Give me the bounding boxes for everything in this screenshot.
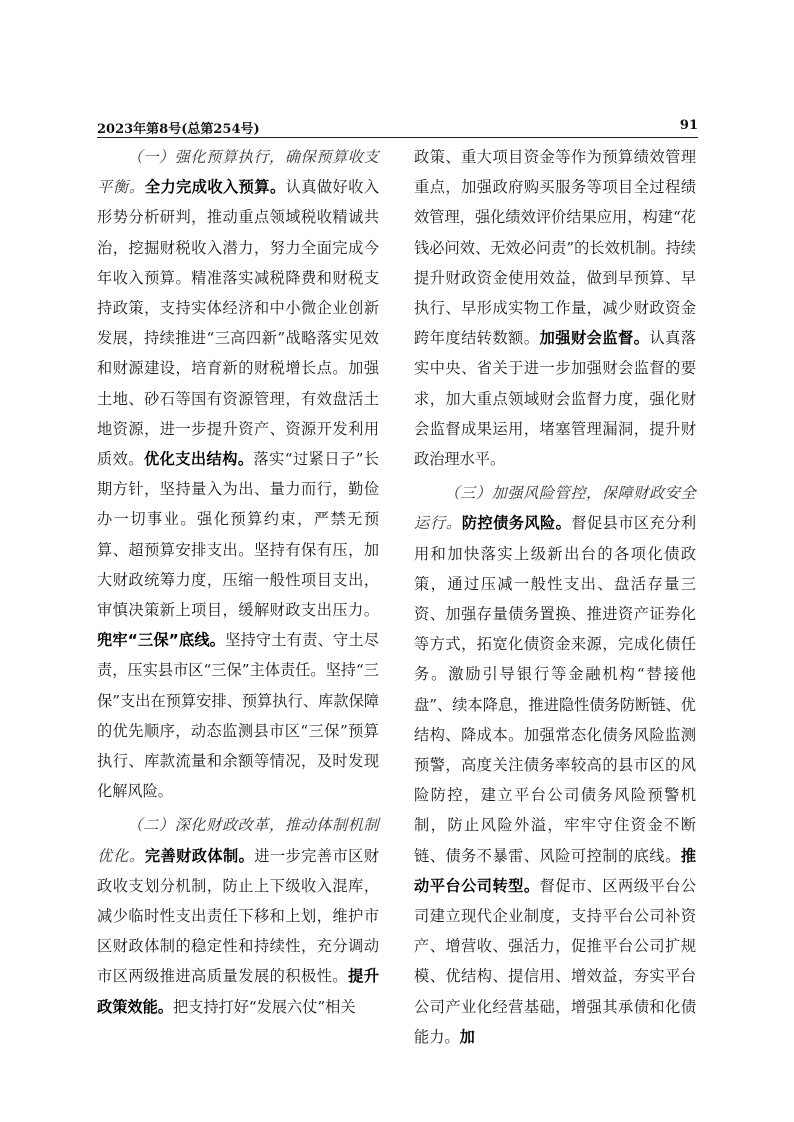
bold-topic: 加 [459,1027,475,1046]
paragraph-fiscal-reform [97,810,379,1021]
bold-topic: 防控债务风险。 [461,514,572,533]
body-text: 政策、重大项目资金等作为预算绩效管理重点，加强政府购买服务等项目全过程绩效管理，强化绩效评价结果应用，构建“花钱必问效、无效必问责”的长效机制。持续提升财政资金使用效益，做到早预算、早执行、早形成实物工作量，减少财政资金跨年度结转数额。 [414,148,696,348]
page-number: 91 [679,118,698,133]
right-column [414,142,696,1052]
body-text: 进一步完善市区财政收支划分机制，防止上下级收入混库，减少临时性支出责任下移和上划，维护市区财政体制的稳定性和持续性，充分调动市区两级推进高质量发展的积极性。 [97,846,380,986]
section-heading-1: （一）强化预算执行，确保预算收支平衡。 [97,148,379,197]
body-text: 把支持打好“发展六仗”相关 [172,997,356,1016]
bold-topic: 提升政策效能。 [97,967,380,1016]
body-text: 认真做好收入形势分析研判，推动重点领域税收精诚共治，挖掘财税收入潜力，努力全面完成今年收入预算。精准落实减税降费和财税支持政策，支持实体经济和中小微企业创新发展，持续推进“三高四新”战略落实见效和财源建设，培育新的财税增长点。加强土地、砂石等国有资源管理，有效盘活土地资源，进一步提升资产、资源开发利用质效。 [97,178,380,469]
body-text: 认真落实中央、省关于进一步加强财会监督的要求，加大重点领域财会监督力度，强化财会监督成果运用，堵塞管理漏洞，提升财政治理水平。 [414,329,697,469]
bold-topic: 加强财会监督。 [539,329,650,348]
body-text: 坚持守土有责、守土尽责，压实县市区“三保”主体责任。坚持“三保”支出在预算安排、预算执行、库款保障的优先顺序，动态监测县市区“三保”预算执行、库款流量和余额等情况，及时发现化解风险。 [97,631,380,801]
bold-topic: 兜牢“三保”底线。 [97,631,226,650]
issue-label: 2023年第8号(总第254号) [97,122,260,137]
bold-topic: 完善财政体制。 [144,846,255,865]
body-text: 督促县市区充分利用和加快落实上级新出台的各项化债政策，通过压减一般性支出、盘活存量三资、加强存量债务置换、推进资产证券化等方式，拓宽化债资金来源，完成化债任务。激励引导银行等金融机构“替接他盘”、续本降息，推进隐性债务防断链、优结构、降成本。加强常态化债务风险监测预警，高度关注债务率较高的县市区的风险防控，建立平台公司债务风险预警机制，防止风险外溢，牢牢守住资金不断链、债务不暴雷、风险可控制的底线。 [414,514,697,865]
bold-topic: 优化支出结构。 [143,450,254,469]
body-text: 督促市、区两级平台公司建立现代企业制度，支持平台公司补资产、增营收、强活力，促推平台公司扩规模、优结构、提信用、增效益，夯实平台公司产业化经营基础，增强其承债和化债能力。 [414,876,697,1046]
paragraph-risk-control [414,478,696,1052]
left-column [97,142,379,1022]
running-header [97,118,698,137]
bold-topic: 推动平台公司转型。 [414,846,696,895]
bold-topic: 全力完成收入预算。 [144,178,286,197]
body-text: 落实“过紧日子”长期方针，坚持量入为出、量力而行，勤俭办一切事业。强化预算约束，严禁无预算、超预算安排支出。坚持有保有压，加大财政统筹力度，压缩一般性项目支出，审慎决策新上项目，缓解财政支出压力。 [97,450,380,620]
paragraph-continued [414,142,696,474]
paragraph-budget-execution [97,142,379,806]
section-heading-2: （二）深化财政改革，推动体制机制优化。 [97,816,379,865]
header-rule [97,137,698,138]
section-heading-3: （三）加强风险管控，保障财政安全运行。 [414,484,696,533]
